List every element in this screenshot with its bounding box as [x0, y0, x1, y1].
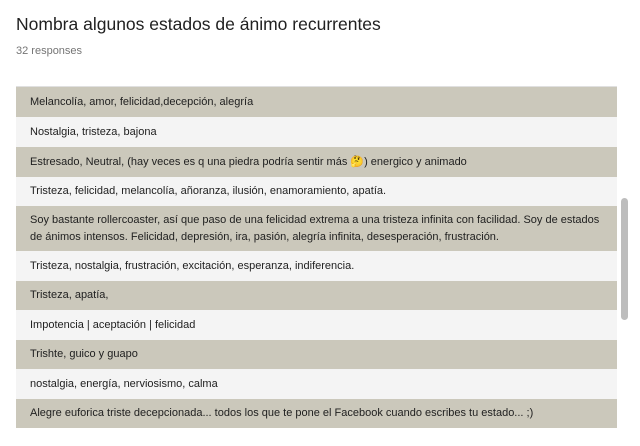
- scrollbar-thumb[interactable]: [621, 198, 628, 320]
- response-text: Alegre euforica triste decepcionada... todos los que te pone el Facebook cuando escribes tu estado... ;): [30, 407, 534, 419]
- response-row: [16, 310, 617, 340]
- response-text: Tristeza, nostalgia, frustración, excitación, esperanza, indiferencia.: [30, 259, 355, 272]
- response-text: Trishte, guico y guapo: [30, 348, 138, 360]
- scrollbar-track[interactable]: [618, 86, 630, 445]
- response-text: Tristeza, felicidad, melancolía, añoranza, ilusión, enamoramiento, apatía.: [30, 185, 387, 197]
- response-count: 32 responses: [16, 45, 83, 57]
- response-row: [16, 147, 617, 177]
- response-text: Tristeza, apatía,: [30, 289, 109, 301]
- response-text: nostalgia, energía, nerviosismo, calma: [30, 377, 218, 390]
- response-text: Nostalgia, tristeza, bajona: [30, 125, 157, 138]
- response-row: [16, 340, 617, 369]
- response-row: [16, 206, 617, 251]
- response-row: [16, 399, 617, 428]
- response-list: [16, 86, 617, 446]
- response-row: [16, 87, 617, 117]
- response-text: Soy bastante rollercoaster, así que paso de una felicidad extrema a una tristeza infinita con facilidad. Soy de estados de ánimos intensos. Felicidad, depresión, ira, pasión, alegría infinita, desesperación, frustración.: [30, 213, 600, 243]
- response-row: [16, 251, 617, 281]
- response-text: Estresado, Neutral, (hay veces es q una piedra podría sentir más 🤔) energico y animado: [30, 155, 467, 168]
- response-text: Impotencia | aceptación | felicidad: [30, 318, 196, 331]
- response-row: [16, 177, 617, 206]
- response-row: [16, 369, 617, 399]
- response-text: Melancolía, amor, felicidad,decepción, alegría: [30, 95, 254, 108]
- response-row: [16, 117, 617, 147]
- question-title: Nombra algunos estados de ánimo recurrentes: [16, 14, 381, 34]
- response-row: [16, 281, 617, 310]
